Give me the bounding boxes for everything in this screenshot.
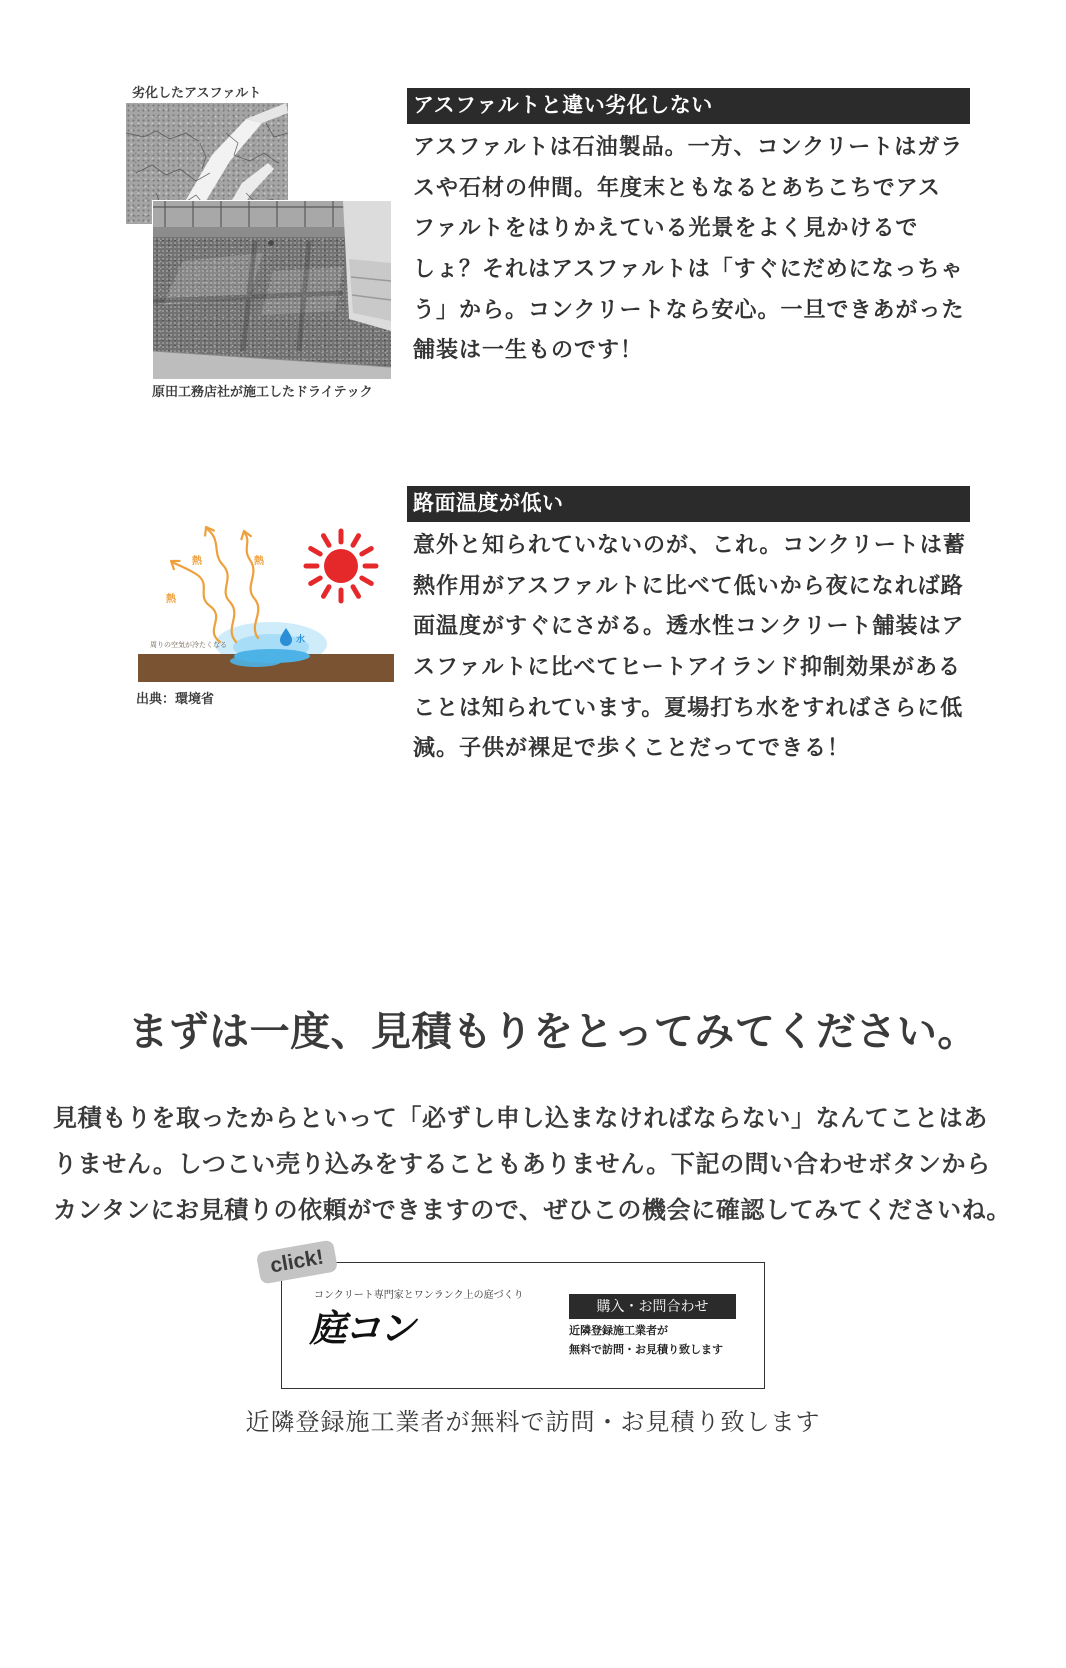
body-line: う」から。コンクリートなら安心。一旦できあがった: [413, 296, 965, 322]
purchase-inquiry-button[interactable]: 購入・お問合わせ: [569, 1294, 736, 1319]
heat-arrow: [244, 532, 258, 638]
drain-cover: [268, 240, 274, 246]
water-label: 水: [296, 634, 306, 644]
drytech-photo-caption: 原田工務店社が施工したドライテック: [152, 384, 373, 399]
body-line: ことは知られています。夏場打ち水をすればさらに低: [413, 694, 964, 720]
niwacon-logo: 庭コン: [307, 1308, 422, 1349]
body-line: スや石材の仲間。年度末ともなるとあちこちでアス: [413, 174, 941, 200]
degraded-asphalt-caption: 劣化したアスファルト: [132, 85, 262, 100]
cta-description: [53, 1096, 1011, 1234]
banner-note-line: 近隣登録施工業者が: [569, 1325, 668, 1337]
heat-label: 熱: [254, 556, 264, 567]
body-line: ファルトをはりかえている光景をよく見かけるで: [413, 215, 919, 241]
body-line: しょ？それはアスファルトは「すぐにだめになっちゃ: [413, 256, 964, 282]
body-line: スファルトに比べてヒートアイランド抑制効果がある: [413, 654, 962, 680]
cta-title: まずは一度、見積もりをとってみてください。: [128, 1010, 978, 1054]
drytech-pavement-photo-art: [153, 201, 391, 379]
body-line: アスファルトは石油製品。一方、コンクリートはガラ: [413, 134, 964, 159]
cta-line: りません。しつこい売り込みをすることもありません。下記の問い合わせボタンから: [53, 1151, 991, 1178]
heat-label: 熱: [166, 594, 176, 605]
banner-tagline: コンクリート専門家とワンランク上の庭づくり: [314, 1290, 524, 1301]
heat-label: 熱: [192, 556, 202, 567]
body-line: 舗装は一生ものです！: [413, 337, 644, 363]
banner-note-line: 無料で訪問・お見積り致します: [569, 1344, 723, 1356]
drytech-pavement-photo: [152, 200, 392, 380]
niwacon-inquiry-banner[interactable]: [281, 1262, 765, 1389]
sun-icon: [306, 531, 376, 601]
heat-arrow: [172, 562, 220, 642]
section-heading-surface-temperature: 路面温度が低い: [407, 486, 970, 522]
section-body-durability: [413, 127, 965, 371]
body-line: 減。子供が裸足で歩くことだってできる！: [413, 735, 851, 761]
body-line: 面温度がすぐにさがる。透水性コンクリート舗装はア: [413, 613, 965, 639]
cta-line: 見積もりを取ったからといって「必ずし申し込まなければならない」なんてことはあ: [53, 1105, 988, 1132]
click-badge[interactable]: click!: [256, 1239, 338, 1284]
body-line: 意外と知られていないのが、これ。コンクリートは蓄: [413, 532, 966, 557]
banner-caption: 近隣登録施工業者が無料で訪問・お見積り致します: [245, 1409, 821, 1436]
cta-line: カンタンにお見積りの依頼ができますので、ぜひこの機会に確認してみてくださいね。: [53, 1197, 1011, 1224]
section-heading-durability: アスファルトと違い劣化しない: [407, 88, 970, 124]
entrance-steps: [349, 259, 391, 321]
body-line: 熱作用がアスファルトに比べて低いから夜になれば路: [413, 572, 964, 598]
cool-air-label: 周りの空気が冷たくなる: [150, 642, 227, 649]
heat-island-illustration: [138, 520, 396, 685]
heat-arrow: [206, 528, 236, 642]
road-marking: [246, 103, 288, 123]
illustration-source: 出典：環境省: [136, 691, 215, 706]
section-body-surface-temperature: [413, 525, 966, 769]
